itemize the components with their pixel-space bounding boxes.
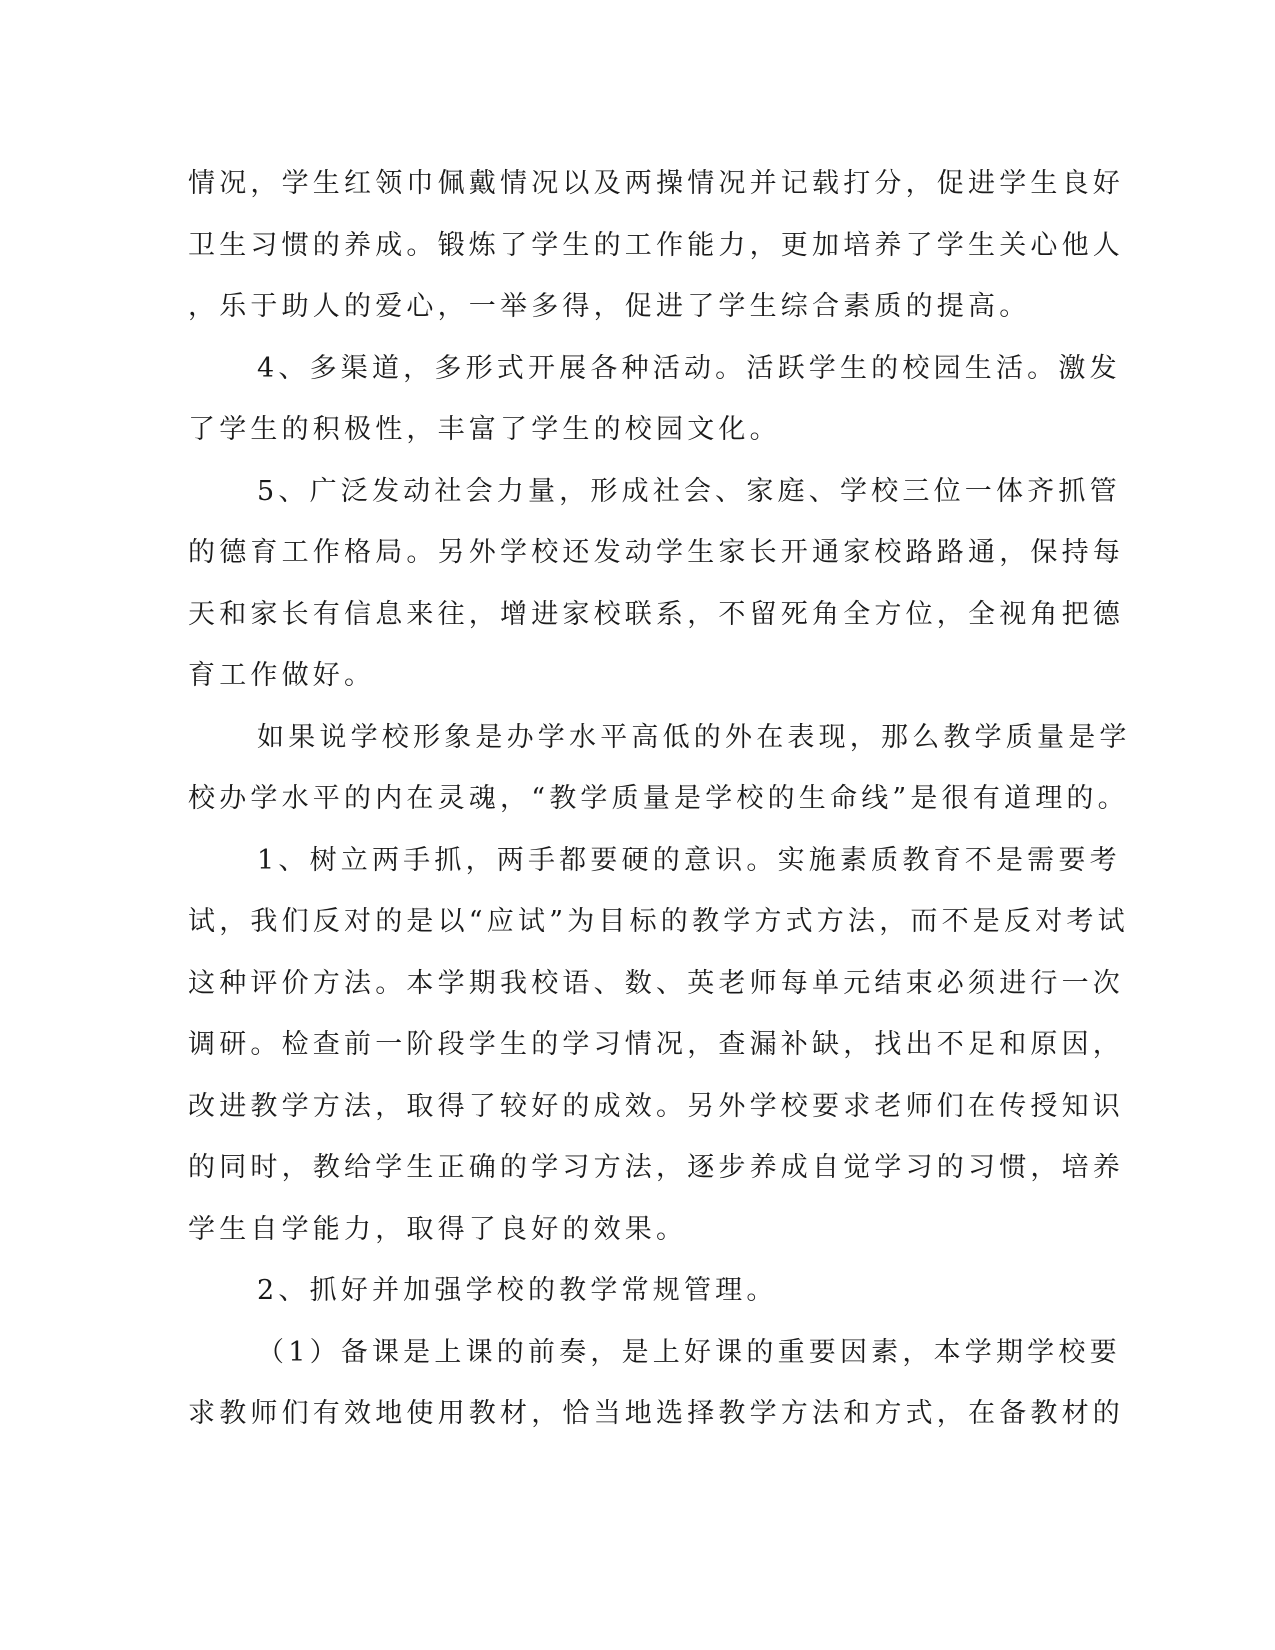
paragraph-first-line: 5、广泛发动社会力量，形成社会、家庭、学校三位一体齐抓管 bbox=[257, 475, 1121, 507]
text-line: 求教师们有效地使用教材，恰当地选择教学方法和方式，在备教材的 bbox=[188, 1398, 1124, 1429]
paragraph-first-line: 2、抓好并加强学校的教学常规管理。 bbox=[257, 1275, 778, 1306]
text-line: ，乐于助人的爱心，一举多得，促进了学生综合素质的提高。 bbox=[188, 291, 1031, 322]
text-line: 育工作做好。 bbox=[188, 660, 376, 691]
text-line: 了学生的积极性，丰富了学生的校园文化。 bbox=[188, 414, 781, 445]
text-line: 的德育工作格局。另外学校还发动学生家长开通家校路路通，保持每 bbox=[188, 537, 1124, 568]
text-line: 情况，学生红领巾佩戴情况以及两操情况并记载打分，促进学生良好 bbox=[188, 168, 1124, 199]
paragraph-first-line: 4、多渠道，多形式开展各种活动。活跃学生的校园生活。激发 bbox=[257, 352, 1121, 384]
text-line: 校办学水平的内在灵魂，“教学质量是学校的生命线”是很有道理的。 bbox=[188, 783, 1129, 814]
text-line: 调研。检查前一阶段学生的学习情况，查漏补缺，找出不足和原因， bbox=[188, 1029, 1124, 1060]
paragraph-first-line: （1）备课是上课的前奏，是上好课的重要因素，本学期学校要 bbox=[257, 1336, 1121, 1368]
paragraph-first-line: 如果说学校形象是办学水平高低的外在表现，那么教学质量是学 bbox=[257, 721, 1131, 753]
text-line: 试，我们反对的是以“应试”为目标的教学方式方法，而不是反对考试 bbox=[188, 906, 1129, 937]
text-line: 卫生习惯的养成。锻炼了学生的工作能力，更加培养了学生关心他人 bbox=[188, 229, 1124, 261]
text-line: 改进教学方法，取得了较好的成效。另外学校要求老师们在传授知识 bbox=[188, 1090, 1124, 1122]
text-line: 这种评价方法。本学期我校语、数、英老师每单元结束必须进行一次 bbox=[188, 967, 1124, 999]
body-text bbox=[188, 153, 1131, 1445]
text-line: 的同时，教给学生正确的学习方法，逐步养成自觉学习的习惯，培养 bbox=[188, 1152, 1124, 1183]
paragraph-first-line: 1、树立两手抓，两手都要硬的意识。实施素质教育不是需要考 bbox=[257, 844, 1121, 876]
text-line: 天和家长有信息来往，增进家校联系，不留死角全方位，全视角把德 bbox=[188, 598, 1124, 630]
text-line: 学生自学能力，取得了良好的效果。 bbox=[188, 1213, 688, 1245]
